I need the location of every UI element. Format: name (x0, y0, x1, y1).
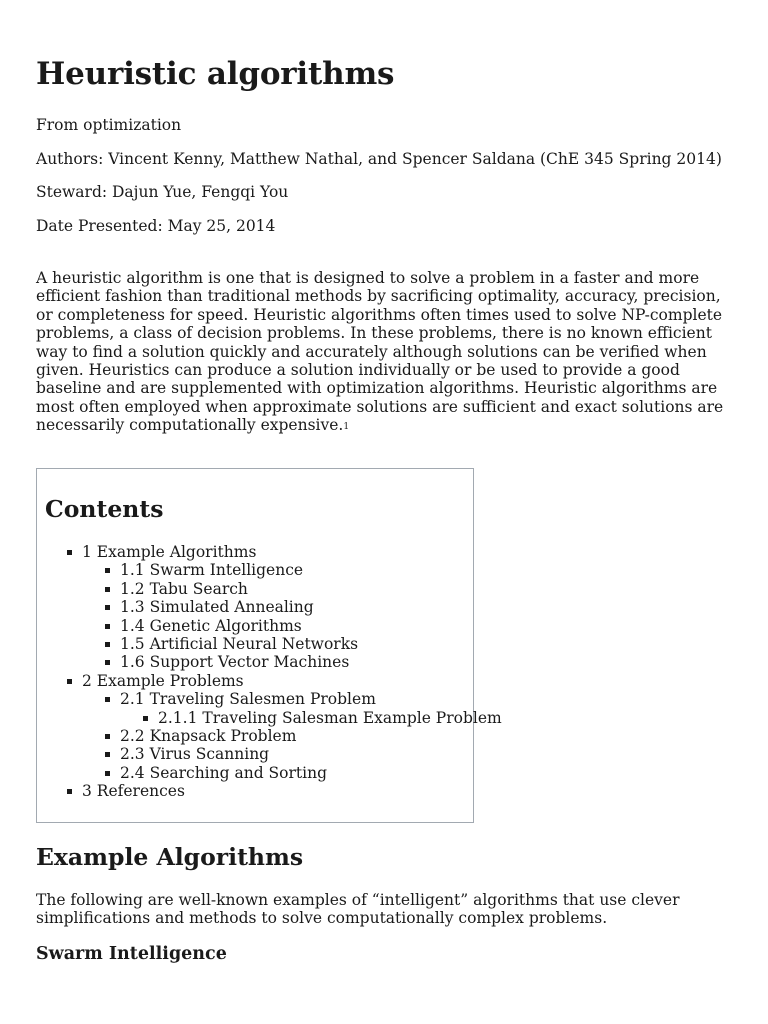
toc-item-support-vector-machines (37, 653, 473, 671)
bullet-icon (105, 642, 110, 647)
toc-link[interactable]: 2.2 Knapsack Problem (120, 727, 297, 746)
intro-text: A heuristic algorithm is one that is designed to solve a problem in a faster and more efficient fashion than traditional methods by sacrificing optimality, accuracy, precision, or completeness for speed. Heuristic algorithms often times used to solve NP-complete problems, a class of decision problems. In these problems, there is no known efficient way to find a solution quickly and accurately although solutions can be verified when given. Heuristics can produce a solution individually or be used to provide a good baseline and are supplemented with optimization algorithms. Heuristic algorithms are most often employed when approximate solutions are sufficient and exact solutions are necessarily computationally expensive. (36, 269, 724, 435)
toc-sublist (37, 708, 502, 727)
subsection-heading: Swarm Intelligence (36, 944, 227, 964)
toc-link[interactable]: 3 References (82, 782, 185, 801)
bullet-icon (67, 679, 72, 684)
toc-item-traveling-salesmen (37, 690, 502, 727)
toc-link[interactable]: 1 Example Algorithms (82, 543, 257, 561)
toc-sublist (37, 690, 502, 782)
toc-link[interactable]: 1.2 Tabu Search (120, 579, 248, 598)
bullet-icon (105, 587, 110, 592)
toc-item-neural-networks (37, 635, 473, 653)
date-line: Date Presented: May 25, 2014 (36, 217, 276, 235)
toc-item-genetic-algorithms (37, 617, 473, 635)
toc-link[interactable]: 1.4 Genetic Algorithms (120, 616, 302, 635)
bullet-icon (67, 550, 72, 555)
authors-line: Authors: Vincent Kenny, Matthew Nathal, and Spencer Saldana (ChE 345 Spring 2014) (36, 150, 722, 168)
toc-link[interactable]: 2.1.1 Traveling Salesman Example Problem (158, 708, 502, 727)
toc-item-traveling-salesman-example (37, 708, 502, 727)
toc-item-tabu-search (37, 580, 473, 598)
toc-item-references (37, 782, 473, 800)
bullet-icon (105, 771, 110, 776)
toc-heading: Contents (45, 495, 164, 523)
intro-paragraph (36, 269, 736, 438)
steward-line: Steward: Dajun Yue, Fengqi You (36, 183, 289, 201)
bullet-icon (105, 568, 110, 573)
toc-link[interactable]: 2.4 Searching and Sorting (120, 763, 327, 782)
bullet-icon (105, 734, 110, 739)
table-of-contents (36, 468, 502, 823)
page-title: Heuristic algorithms (36, 56, 395, 92)
toc-link[interactable]: 2 Example Problems (82, 671, 244, 690)
toc-item-swarm-intelligence (37, 561, 473, 579)
bullet-icon (105, 660, 110, 665)
toc-item-searching-sorting (37, 764, 473, 782)
toc-link[interactable]: 2.1 Traveling Salesmen Problem (120, 690, 376, 709)
bullet-icon (105, 624, 110, 629)
toc-link[interactable]: 1.6 Support Vector Machines (120, 653, 350, 672)
bullet-icon (67, 789, 72, 794)
toc-list (37, 543, 502, 801)
bullet-icon (105, 697, 110, 702)
toc-link[interactable]: 1.5 Artificial Neural Networks (120, 635, 359, 654)
toc-link[interactable]: 1.3 Simulated Annealing (120, 598, 314, 617)
section-paragraph: The following are well-known examples of “intelligent” algorithms that use clever simplifications and methods to solve computationally complex problems. (36, 891, 680, 928)
section-heading: Example Algorithms (36, 843, 304, 871)
toc-item-example-algorithms (37, 543, 473, 672)
bullet-icon (105, 605, 110, 610)
source-line: From optimization (36, 116, 182, 134)
bullet-icon (143, 716, 148, 721)
toc-item-virus-scanning (37, 745, 473, 763)
toc-item-simulated-annealing (37, 598, 473, 616)
toc-item-example-problems (37, 671, 502, 782)
citation-link[interactable]: 1 (343, 422, 350, 433)
bullet-icon (105, 752, 110, 757)
toc-link[interactable]: 1.1 Swarm Intelligence (120, 561, 304, 580)
toc-link[interactable]: 2.3 Virus Scanning (120, 745, 270, 764)
toc-item-knapsack (37, 727, 473, 745)
toc-sublist (37, 561, 473, 671)
